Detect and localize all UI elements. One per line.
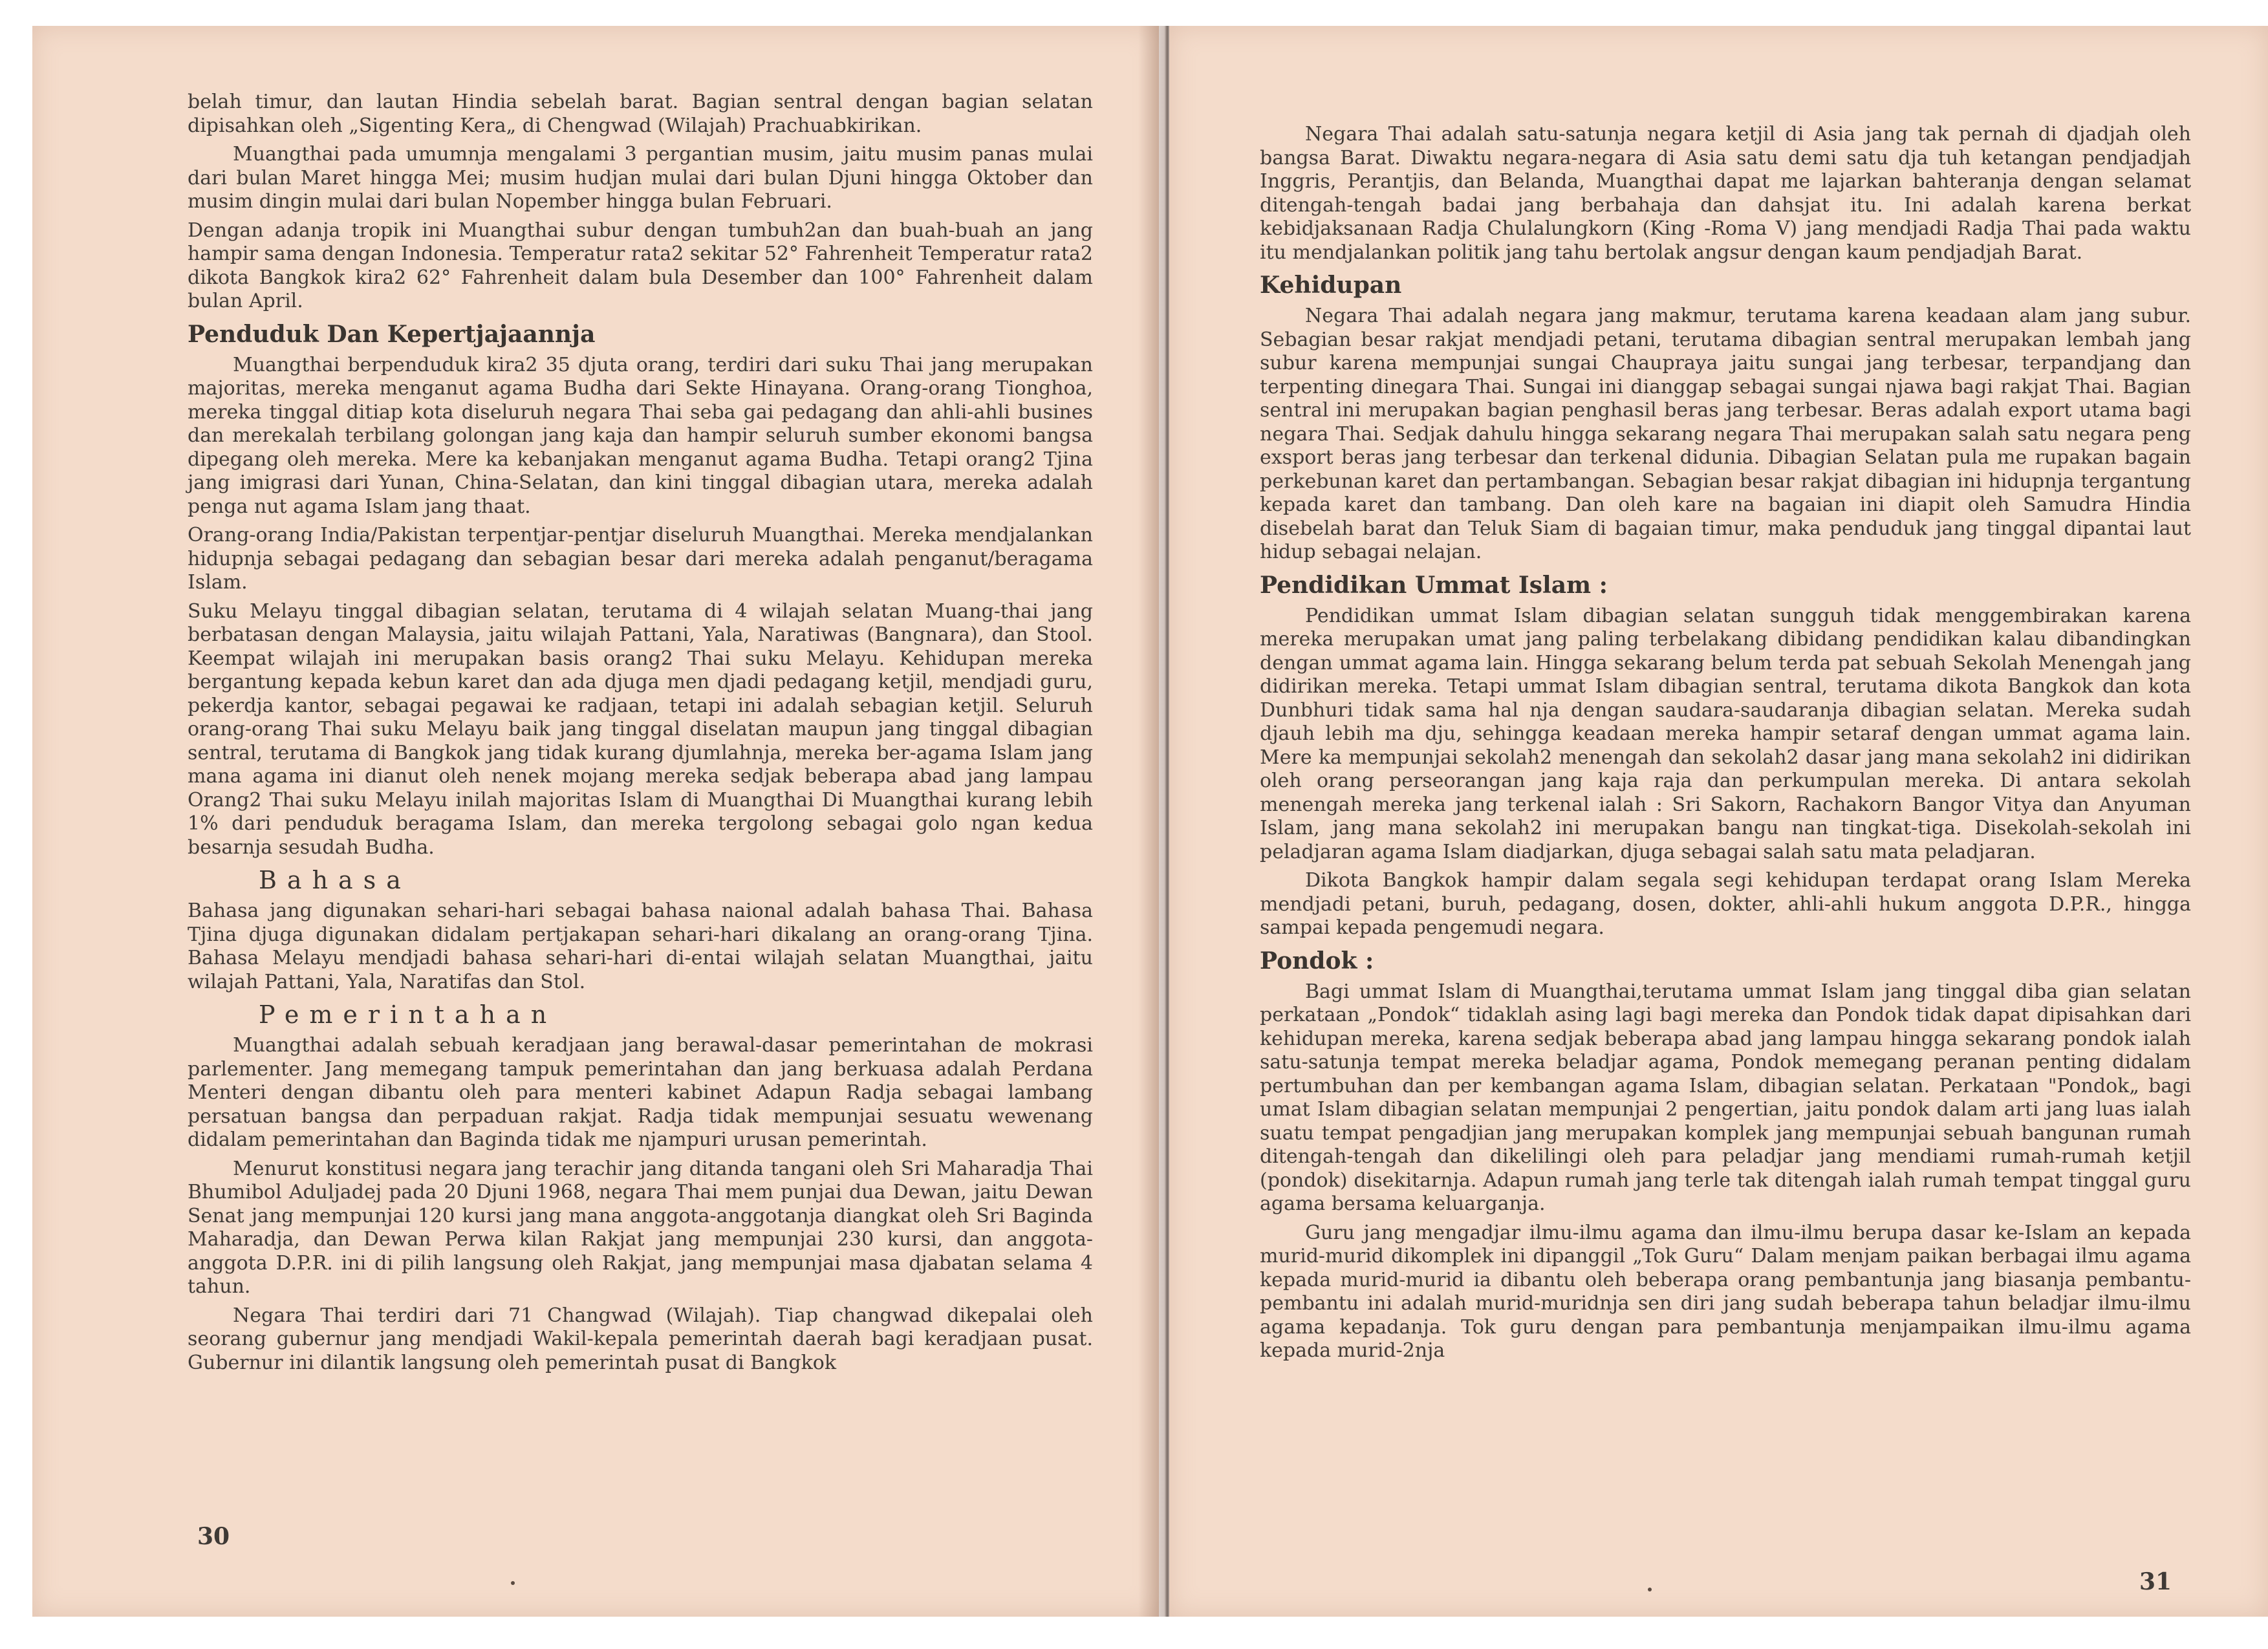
paper-speck [511, 1581, 515, 1585]
paragraph: Dengan adanja tropik ini Muangthai subur dengan tumbuh2an dan buah-buah an jang hampir sama dengan Indonesia. Temperatur rata2 sekitar 52° Fahrenheit Temperatur rata2 dikota Bangkok kira2 62° Fahrenheit dalam bula Desember dan 100° Fahrenheit dalam bulan April. [188, 219, 1093, 312]
paragraph: belah timur, dan lautan Hindia sebelah barat. Bagian sentral dengan bagian selatan dipisahkan oleh „Sigenting Kera„ di Chengwad (Wilajah) Prachuabkirikan. [188, 91, 1093, 137]
page-number-left: 30 [197, 1523, 230, 1550]
paragraph: Menurut konstitusi negara jang terachir jang ditanda tangani oleh Sri Maharadja Thai Bhumibol Aduljadej pada 20 Djuni 1968, negara Thai mem punjai dua Dewan, jaitu Dewan Senat jang mempunjai 120 kursi jang mana anggota-anggotanja diangkat oleh Sri Baginda Maharadja, dan Dewan Perwa kilan Rakjat jang mempunjai 230 kursi, dan anggota-anggota D.P.R. ini di pilih langsung oleh Rakjat, jang mempunjai masa djabatan selama 4 tahun. [188, 1157, 1093, 1298]
paragraph: Muangthai berpenduduk kira2 35 djuta orang, terdiri dari suku Thai jang merupakan majoritas, mereka menganut agama Budha dari Sekte Hinayana. Orang-orang Tionghoa, mereka tinggal ditiap kota diseluruh negara Thai seba gai pedagang dan ahli-ahli busines dan merekalah terbilang golongan jang kaja dan hampir seluruh sumber ekonomi bangsa dipegang oleh mereka. Mere ka kebanjakan menganut agama Budha. Tetapi orang2 Tjina jang imigrasi dari Yunan, China-Selatan, dan kini tinggal dibagian utara, mereka adalah penga nut agama Islam jang thaat. [188, 353, 1093, 518]
right-text-column [1260, 123, 2191, 1368]
paragraph: Bahasa jang digunakan sehari-hari sebagai bahasa naional adalah bahasa Thai. Bahasa Tjina djuga digunakan didalam pertjakapan sehari-hari dikalang an orang-orang Tjina. Bahasa Melayu mendjadi bahasa sehari-hari di-entai wilajah selatan Muangthai, jaitu wilajah Pattani, Yala, Naratifas dan Stol. [188, 900, 1093, 993]
paragraph: Dikota Bangkok hampir dalam segala segi kehidupan terdapat orang Islam Mereka mendjadi petani, buruh, pedagang, dosen, dokter, ahli-ahli hukum anggota D.P.R., hingga sampai kepada pengemudi negara. [1260, 869, 2191, 939]
paragraph: Negara Thai adalah satu-satunja negara ketjil di Asia jang tak pernah di djadjah oleh bangsa Barat. Diwaktu negara-negara di Asia satu demi satu dja tuh ketangan pendjadjah Inggris, Perantjis, dan Belanda, Muangthai dapat me lajarkan bahteranja dengan selamat ditengah-tengah badai jang berbahaja dan dahsjat itu. Ini adalah karena berkat kebidjaksanaan Radja Chulalungkorn (King -Roma V) jang mendjadi Radja Thai pada waktu itu mendjalankan politik jang tahu bertolak angsur dengan kaum pendjadjah Barat. [1260, 123, 2191, 264]
left-text-column [188, 91, 1093, 1380]
paragraph: Negara Thai adalah negara jang makmur, terutama karena keadaan alam jang subur. Sebagian besar rakjat mendjadi petani, terutama dibagian sentral merupakan lembah jang subur karena mempunjai sungai Chaupraya jaitu sungai jang terbesar, terpandjang dan terpenting dinegara Thai. Sungai ini dianggap sebagai sungai njawa bagi rakjat Thai. Bagian sentral ini merupakan bagian penghasil beras jang terbesar. Beras adalah export utama bagi negara Thai. Sedjak dahulu hingga sekarang negara Thai merupakan salah satu negara peng exsport beras jang terbesar dan terkenal didunia. Dibagian Selatan pula me rupakan bagain perkebunan karet dan pertambangan. Sebagian besar rakjat dibagian ini hidupnja tergantung kepada karet dan tambang. Dan oleh kare na bagaian ini diapit oleh Samudra Hindia disebelah barat dan Teluk Siam di bagaian timur, maka penduduk jang tinggal dipantai laut hidup sebagai nelajan. [1260, 305, 2191, 563]
paragraph: Muangthai pada umumnja mengalami 3 pergantian musim, jaitu musim panas mulai dari bulan Maret hingga Mei; musim hudjan mulai dari bulan Djuni hingga Oktober dan musim dingin mulai dari bulan Nopember hingga bulan Februari. [188, 143, 1093, 213]
paper-speck [1648, 1588, 1652, 1591]
heading-bahasa: Bahasa [259, 866, 411, 894]
paragraph: Bagi ummat Islam di Muangthai,terutama ummat Islam jang tinggal diba gian selatan perkataan „Pondok“ tidaklah asing lagi bagi mereka dan Pondok tidak dapat dipisahkan dari kehidupan mereka, karena sedjak beberapa abad jang lampau hingga sekarang pondok ialah satu-satunja tempat mereka beladjar agama, Pondok memegang peranan penting didalam pertumbuhan dan per kembangan agama Islam, dibagian selatan. Perkataan "Pondok„ bagi umat Islam dibagian selatan mempunjai 2 pengertian, jaitu pondok dalam arti jang luas ialah suatu tempat pengadjian jang merupakan komplek jang mempunjai sebuah bangunan rumah ditengah-tengah dan dikelilingi oleh para peladjar jang mendiami rumah-rumah ketjil (pondok) disekitarnja. Adapun rumah jang terle tak ditengah ialah rumah tempat tinggal guru agama bersama keluarganja. [1260, 980, 2191, 1215]
heading-pemerintahan: Pemerintahan [259, 1000, 557, 1029]
paragraph: Muangthai adalah sebuah keradjaan jang berawal-dasar pemerintahan de mokrasi parlementer. Jang memegang tampuk pemerintahan dan jang berkuasa adalah Perdana Menteri dengan dibantu oleh para menteri kabinet Adapun Radja sebagai lambang persatuan bangsa dan perpaduan rakjat. Radja tidak mempunjai sesuatu wewenang didalam pemerintahan dan Baginda tidak me njampuri urusan pemerintah. [188, 1034, 1093, 1151]
heading-pondok: Pondok : [1260, 947, 1374, 975]
heading-penduduk: Penduduk Dan Kepertjajaannja [188, 320, 596, 348]
heading-pendidikan: Pendidikan Ummat Islam : [1260, 571, 1608, 599]
right-page [1169, 26, 2268, 1617]
paragraph: Orang-orang India/Pakistan terpentjar-pentjar diseluruh Muangthai. Mereka mendjalankan hidupnja sebagai pedagang dan sebagian besar dari mereka adalah penganut/beragama Islam. [188, 524, 1093, 594]
paragraph: Guru jang mengadjar ilmu-ilmu agama dan ilmu-ilmu berupa dasar ke-Islam an kepada murid-murid dikomplek ini dipanggil „Tok Guru“ Dalam menjam paikan berbagai ilmu agama kepada murid-murid ia dibantu oleh beberapa orang pembantunja jang biasanja pembantu-pembantu ini adalah murid-muridnja sen diri jang sudah beberapa tahun beladjar ilmu-ilmu agama kepadanja. Tok guru dengan para pembantunja menjampaikan ilmu-ilmu agama kepada murid-2nja [1260, 1221, 2191, 1362]
paragraph: Pendidikan ummat Islam dibagian selatan sungguh tidak menggembirakan karena mereka merupakan umat jang paling terbelakang dibidang pendidikan kalau dibandingkan dengan ummat agama lain. Hingga sekarang belum terda pat sebuah Sekolah Menengah jang didirikan mereka. Tetapi ummat Islam dibagian sentral, terutama dikota Bangkok dan kota Dunbhuri tidak sama hal nja dengan saudara-saudaranja dibagian selatan. Mereka sudah djauh lebih ma dju, sehingga keadaan mereka hampir setaraf dengan ummat agama lain. Mere ka mempunjai sekolah2 menengah dan sekolah2 dasar jang mana sekolah2 ini didirikan oleh orang perseorangan jang kaja raja dan perkumpulan mereka. Di antara sekolah menengah mereka jang terkenal ialah : Sri Sakorn, Rachakorn Bangor Vitya dan Anyuman Islam, jang mana sekolah2 ini merupakan bangu nan tingkat-tiga. Disekolah-sekolah ini peladjaran agama Islam diadjarkan, djuga sebagai salah satu mata peladjaran. [1260, 604, 2191, 863]
page-number-right: 31 [2139, 1568, 2172, 1595]
paragraph: Suku Melayu tinggal dibagian selatan, terutama di 4 wilajah selatan Muang-thai jang berbatasan dengan Malaysia, jaitu wilajah Pattani, Yala, Naratiwas (Bangnara), dan Stool. Keempat wilajah ini merupakan basis orang2 Thai suku Melayu. Kehidupan mereka bergantung kepada kebun karet dan ada djuga men djadi pedagang ketjil, mendjadi guru, pekerdja kantor, sebagai pegawai ke radjaan, tetapi ini adalah sebagian ketjil. Seluruh orang-orang Thai suku Melayu baik jang tinggal diselatan maupun jang tinggal dibagian sentral, terutama di Bangkok jang tidak kurang djumlahnja, mereka ber-agama Islam jang mana agama ini dianut oleh nenek mojang mereka sedjak beberapa abad jang lampau Orang2 Thai suku Melayu inilah majoritas Islam di Muangthai Di Muangthai kurang lebih 1% dari penduduk beragama Islam, dan mereka tergolong sebagai golo ngan kedua besarnja sesudah Budha. [188, 599, 1093, 859]
paragraph: Negara Thai terdiri dari 71 Changwad (Wilajah). Tiap changwad dikepalai oleh seorang gubernur jang mendjadi Wakil-kepala pemerintah daerah bagi keradjaan pusat. Gubernur ini dilantik langsung oleh pemerintah pusat di Bangkok [188, 1304, 1093, 1374]
heading-kehidupan: Kehidupan [1260, 272, 1402, 299]
left-page [32, 26, 1159, 1617]
